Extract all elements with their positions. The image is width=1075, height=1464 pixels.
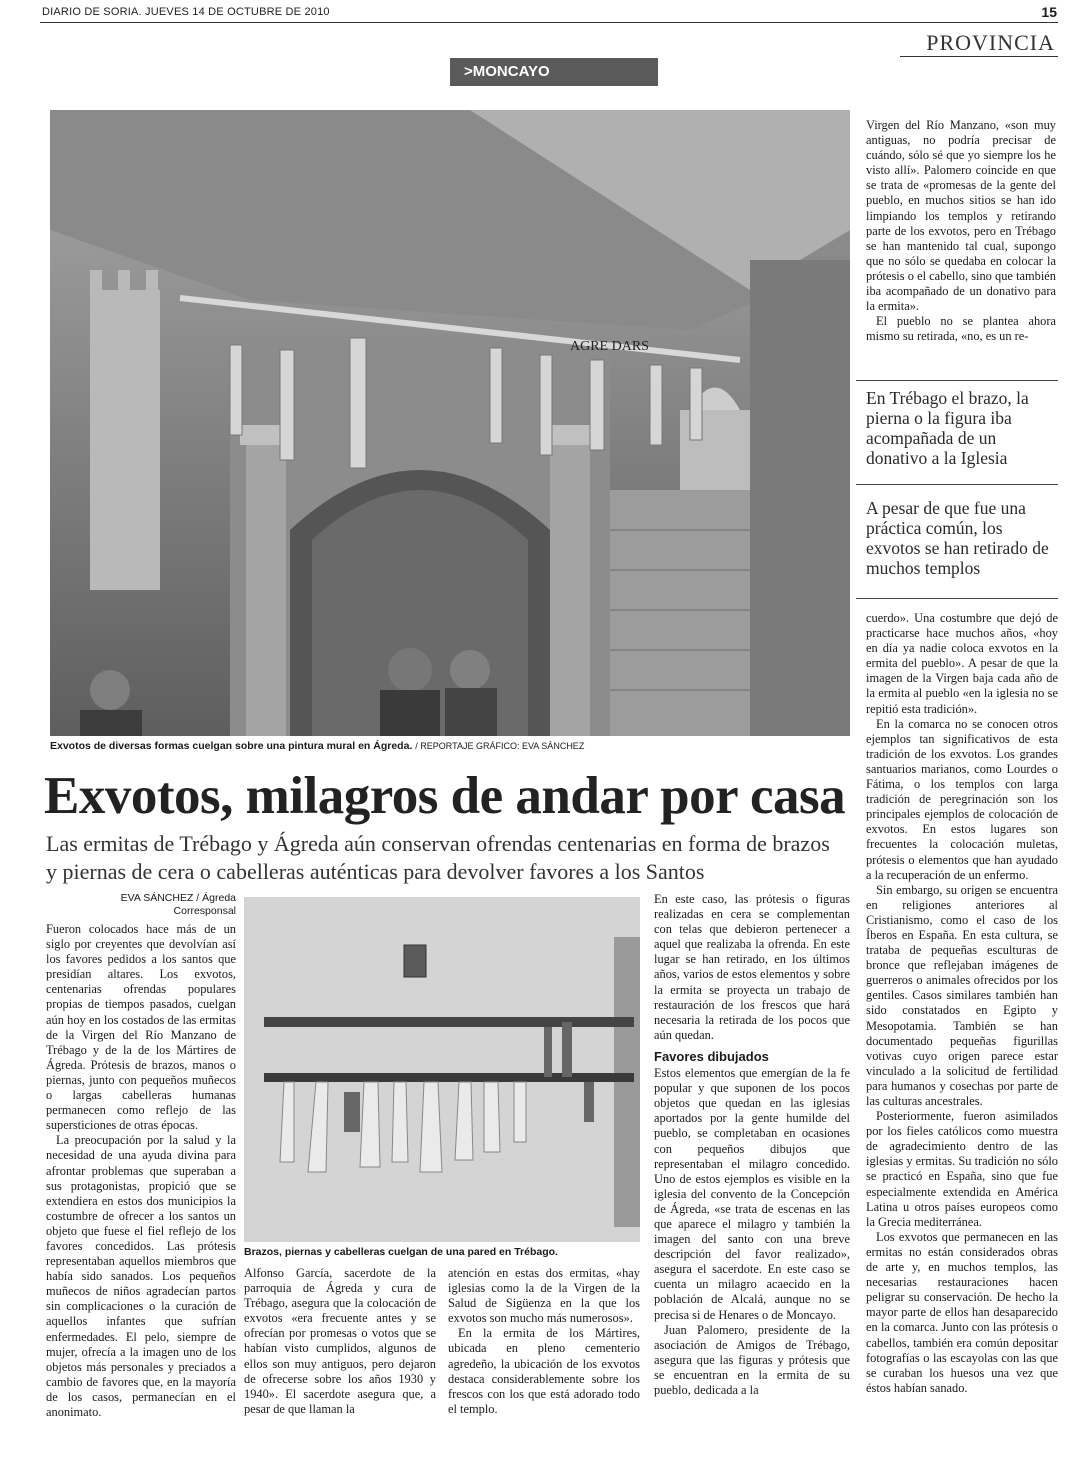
section-title: PROVINCIA bbox=[926, 30, 1055, 55]
pullquote-rule bbox=[856, 598, 1058, 599]
paragraph: Los exvotos que permanecen en las ermitas no están considerados obras de arte y, en muchos templos, las necesarias restauraciones hacen peligrar su conservación. De hecho la mayor parte de ellos han desaparecido en la comarca. Junto con las prótesis o cabellos, también era común depositar fotografías o las escayolas con las que se curaban los huesos una vez que éstos habían sanado. bbox=[866, 1229, 1058, 1395]
paragraph: Sin embargo, su origen se encuentra en religiones anteriores al Cristianismo, como el caso de los Íberos en España. En esta cultura, se trataba de pequeñas esculturas de bronce que reflejaban imágenes de guerreros o animales ofrecidos por los gentiles. Casos similares también han sido constatados en Egipto y Mesopotamia. También se han documentado pequeñas figurillas votivas cuyo origen parece estar vinculado a la solicitud de fertilidad para humanos y cosechas por parte de las culturas ancestrales. bbox=[866, 882, 1058, 1108]
section-rule bbox=[900, 56, 1058, 57]
paragraph: Posteriormente, fueron asimilados por los fieles católicos como muestra de agradecimiento dentro de las iglesias y ermitas. Su tradición no sólo se practicó en España, sino que fue especialmente extendida en América Latina u otros países europeos como la Grecia mediterránea. bbox=[866, 1109, 1058, 1229]
header-rule bbox=[40, 22, 1058, 23]
byline bbox=[46, 892, 236, 918]
photo-caption-second: Brazos, piernas y cabelleras cuelgan de una pared en Trébago. bbox=[244, 1246, 558, 1258]
photo-credit: / REPORTAJE GRÁFICO: EVA SÁNCHEZ bbox=[415, 741, 585, 751]
article-column-4 bbox=[654, 892, 850, 1398]
main-photo bbox=[50, 110, 850, 736]
article-column-5 bbox=[866, 611, 1058, 1396]
mural-illustration bbox=[50, 110, 850, 736]
photo-caption-main bbox=[50, 740, 850, 752]
paragraph: En este caso, las prótesis o figuras realizadas en cera se complementan con telas que debieron pertenecer a aquel que realizaba la ofrenda. En este lugar se han retirado, en los últimos años, varios de estos elementos y sobre la ermita se proyecta un trabajo de restauración de los frescos que hará necesaria la retirada de los pocos que aún quedan. bbox=[654, 892, 850, 1042]
second-photo bbox=[244, 897, 640, 1242]
article-column-1 bbox=[46, 922, 236, 1420]
subhead: Favores dibujados bbox=[654, 1048, 769, 1064]
paragraph: Juan Palomero, presidente de la asociación de Amigos de Trébago, asegura que las figuras y prótesis que se encuentran en la ermita de su pueblo, dedicada a la bbox=[654, 1322, 850, 1397]
paragraph: Virgen del Río Manzano, «son muy antiguas, no podría precisar de cuándo, sólo sé que yo siempre los he visto allí». Palomero coincide en que se trata de «promesas de la gente del pueblo, en muchos sitios se han ido limpiando los templos y retirando parte de los exvotos, pero en Trébago se han mantenido tal cual, supongo que no sólo se quedaba en colocar la prótesis o el cabello, sino que también iba acompañado de un donativo para la ermita». bbox=[866, 118, 1056, 314]
article-column-3 bbox=[448, 1266, 640, 1417]
pullquote-2: A pesar de que fue una práctica común, los exvotos se han retirado de muchos templos bbox=[866, 498, 1049, 578]
paragraph: atención en estas dos ermitas, «hay iglesias como la de la Virgen de la Salud de Sigüenza en la que los exvotos son mucho más numerosos». bbox=[448, 1266, 640, 1326]
exvotos-wall-illustration bbox=[244, 897, 640, 1242]
byline-author: EVA SÁNCHEZ / Ágreda bbox=[120, 892, 236, 904]
paragraph: En la ermita de los Mártires, ubicada en pleno cementerio agredeño, la ubicación de los exvotos destaca considerablemente sobre los frescos con los que está adorado todo el templo. bbox=[448, 1326, 640, 1416]
paragraph: cuerdo». Una costumbre que dejó de practicarse hace muchos años, «hoy en día ya nadie coloca exvotos en la ermita del pueblo». A pesar de que la imagen de la Virgen baja cada año de la ermita al pueblo «en la iglesia no se repitió esta tradición». bbox=[866, 611, 1058, 716]
paragraph: La preocupación por la salud y la necesidad de una ayuda divina para afrontar problemas que superaban a sus protagonistas, propició que se extendiera en estos dos municipios la costumbre de ofrecer a los santos un objeto que fuese el fiel reflejo de los favores concedidos. Las prótesis representaban aquellos miembros que había sido sanados. Los pequeños muñecos de niños agradecían partos sin complicaciones o la curación de aquellos infantes que sufrían enfermedades. El pelo, siempre de mujer, ofrecía a la imagen uno de los objetos más personales y preciados a cambio de favores que, en la mayoría de los casos, permanecían en el anonimato. bbox=[46, 1133, 236, 1419]
paragraph: Alfonso García, sacerdote de la parroquia de Ágreda y cura de Trébago, asegura que la colocación de exvotos «era frecuente antes y se ofrecían por promesas o votos que se habían visto cumplidos, algunos de ellos son muy antiguos, pero dejaron de ofrecerse sobre los años 1930 y 1940». El sacerdote asegura que, a pesar de que llaman la bbox=[244, 1266, 436, 1416]
wall-inscription: AGRE DARS bbox=[570, 339, 649, 354]
paragraph: Estos elementos que emergían de la fe popular y que suponen de los pocos objetos que quedan en las iglesias aportados por la gente humilde del pueblo, se completaban en ocasiones con pequeños dibujos que representaban el milagro concedido. Uno de estos ejemplos es visible en la iglesia del convento de la Concepción de Ágreda, «se trata de escenas en las que aparece el milagro y también la imagen del santo con una breve descripción del favor realizado», asegura el sacerdote. En este caso se cuenta un milagro acaecido en la población de Alcalá, aunque no se precisa si de Henares o de Moncayo. bbox=[654, 1066, 850, 1322]
pullquote-rule bbox=[856, 380, 1058, 381]
pullquote-1: En Trébago el brazo, la pierna o la figura iba acompañada de un donativo a la Iglesia bbox=[866, 388, 1029, 468]
byline-role: Corresponsal bbox=[173, 905, 236, 917]
headline: Exvotos, milagros de andar por casa bbox=[44, 767, 846, 825]
caption-text: Exvotos de diversas formas cuelgan sobre una pintura mural en Ágreda. bbox=[50, 740, 413, 752]
kicker-tag: >MONCAYO bbox=[450, 58, 658, 86]
subheadline-deck: Las ermitas de Trébago y Ágreda aún conservan ofrendas centenarias en forma de brazos y piernas de cera o cabelleras auténticas para devolver favores a los Santos bbox=[46, 831, 830, 884]
page-number: 15 bbox=[1041, 4, 1057, 20]
article-column-5-top bbox=[866, 118, 1056, 344]
paragraph: En la comarca no se conocen otros ejemplos tan significativos de esta tradición de los exvotos. Los grandes santuarios marianos, como Lourdes o Fátima, o los templos con larga tradición de peregrinación son los principales ejemplos de colocación de exvotos. En estos lugares son frecuentes la colocación muletas, prótesis o elementos que han ayudado a la recuperación de un enfermo. bbox=[866, 716, 1058, 882]
newspaper-folio: DIARIO DE SORIA. JUEVES 14 DE OCTUBRE DE 2010 bbox=[42, 6, 330, 18]
paragraph: Fueron colocados hace más de un siglo por creyentes que devolvían así los favores pedidos a los santos que presidían altares. Los exvotos, centenarias ofrendas populares propias de tiempos pasados, cuelgan aún hoy en los costados de las ermitas de la Virgen del Río Manzano de Trébago y de la de los Mártires de Ágreda. Prótesis de brazos, manos o piernas, junto con pequeños muñecos o largas cabelleras humanas permanecen como reflejo de las supersticiones de otras épocas. bbox=[46, 922, 236, 1133]
pullquote-rule bbox=[856, 484, 1058, 485]
paragraph: El pueblo no se plantea ahora mismo su retirada, «no, es un re- bbox=[866, 314, 1056, 344]
article-column-2 bbox=[244, 1266, 436, 1417]
